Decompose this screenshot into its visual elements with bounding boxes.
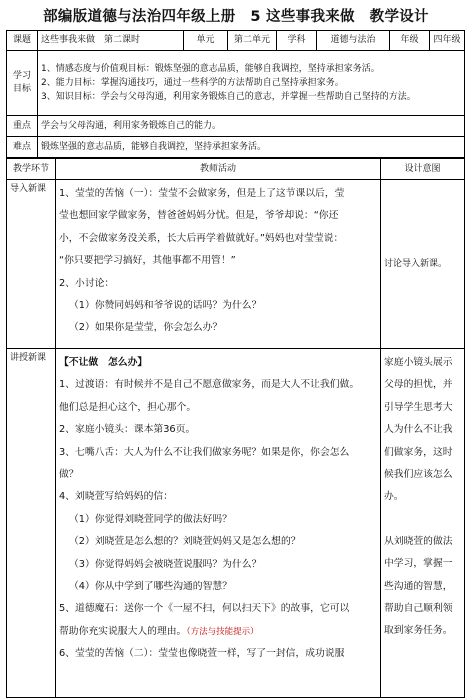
lesson-step: 讲授新课 [7, 349, 56, 698]
difficulty-value: 锻炼坚强的意志品质，能够自我调控，坚持承担家务活。 [38, 137, 465, 158]
intro-intent: 讨论导入新课。 [381, 180, 465, 349]
key-point-row [7, 116, 465, 137]
grade-value: 四年级 [430, 31, 465, 51]
activity-line: 小，不会做家务没关系，长大后再学着做就好。”妈妈也对莹莹说： [59, 232, 344, 244]
activity-line: “你只要把学习搞好，其他事都不用管！” [59, 255, 236, 267]
activity-line: （4）你从中学到了哪些沟通的智慧？ [69, 581, 232, 593]
activity-line: 1、莹莹的苦恼（一）：莹莹不会做家务，但是上了这节课以后，莹 [59, 188, 345, 199]
activity-line: （2）刘晓萱是怎么想的？刘晓萱妈妈又是怎么想的？ [69, 536, 301, 548]
activity-line-text: 帮助你充实说服大人的理由。 [59, 625, 187, 637]
header-activity: 教师活动 [56, 159, 381, 180]
header-step: 教学环节 [7, 159, 56, 180]
unit-value: 第二单元 [228, 31, 277, 51]
activity-line: （1）你赞同妈妈和爷爷说的话吗？为什么？ [69, 300, 262, 312]
lesson-row [7, 349, 465, 698]
difficulty-row [7, 137, 465, 158]
topic-label: 课题 [7, 31, 38, 51]
activity-line: 3、七嘴八舌：大人为什么不让我们做家务呢？如果是你，你会怎么 [59, 446, 350, 458]
objectives-label: 学习目标 [7, 51, 38, 116]
activity-line: （3）你觉得妈妈会被晓萱说服吗？为什么？ [69, 558, 262, 570]
intent-text-a: 家庭小镜头展示父母的担忧，并引导学生思考大人为什么不让我们做家务，这时候我们应该怎么办。 [384, 357, 453, 503]
activity-line: （2）如果你是莹莹，你会怎么办？ [69, 322, 223, 334]
activity-line: 1、过渡语：有时候并不是自己不愿意做家务，而是大人不让我们做。 [59, 379, 360, 391]
activity-line: 莹也想回家学做家务，替爸爸妈妈分忧。但是，爷爷却说：“你还 [59, 210, 339, 222]
key-point-label: 重点 [7, 116, 38, 137]
activity-line: 2、家庭小镜头：课本第36页。 [59, 424, 196, 436]
activity-line: 2、小讨论： [59, 277, 115, 289]
intent-text-b: 从刘晓萱的做法中学习，掌握一些沟通的智慧，帮助自己顺利领取到家务任务。 [384, 535, 453, 637]
unit-label: 单元 [184, 31, 228, 51]
header-intent: 设计意图 [381, 159, 465, 180]
intro-step: 导入新课 [7, 180, 56, 349]
activity-line: 5、道德魔石：送你一个《一屋不扫，何以扫天下》的故事，它可以 [59, 603, 350, 615]
difficulty-label: 难点 [7, 137, 38, 158]
activity-line: 他们总是担心这个，担心那个。 [59, 401, 197, 413]
info-row [7, 31, 465, 51]
method-note: （方法与技能提示） [186, 626, 259, 637]
document-title: 部编版道德与法治四年级上册 5 这些事我来做 教学设计 [43, 9, 429, 25]
intro-activity [56, 180, 381, 349]
activity-line: 4、刘晓萱写给妈妈的信： [59, 491, 173, 503]
objective-line: 1、情感态度与价值观目标：锻炼坚强的意志品质，能够自我调控，坚持承担家务活。 [41, 64, 380, 74]
lesson-intent [381, 349, 465, 698]
lesson-plan-table [6, 30, 464, 698]
activity-line: 做？ [59, 469, 79, 481]
objectives-row [7, 51, 465, 116]
objectives-content [38, 51, 465, 116]
subject-label: 学科 [277, 31, 317, 51]
topic-value: 这些事我来做 第二课时 [38, 31, 184, 51]
objective-line: 2、能力目标：掌握沟通技巧，通过一些科学的方法帮助自己坚持承担家务。 [41, 78, 344, 88]
grade-label: 年级 [390, 31, 430, 51]
activity-line: （1）你觉得刘晓萱同学的做法好吗？ [69, 513, 232, 525]
lesson-activity [56, 349, 381, 698]
lesson-heading: 【不让做 怎么办】 [59, 357, 148, 368]
process-header-row [7, 159, 465, 180]
activity-line [59, 621, 377, 643]
intro-row [7, 180, 465, 349]
key-point-value: 学会与父母沟通，利用家务锻炼自己的能力。 [38, 116, 465, 137]
objective-line: 3、知识目标：学会与父母沟通，利用家务锻炼自己的意志，并掌握一些帮助自己坚持的方法。 [41, 92, 416, 102]
subject-value: 道德与法治 [317, 31, 390, 51]
activity-line: 6、莹莹的苦恼（二）：莹莹也像晓萱一样，写了一封信，成功说服 [59, 648, 345, 660]
